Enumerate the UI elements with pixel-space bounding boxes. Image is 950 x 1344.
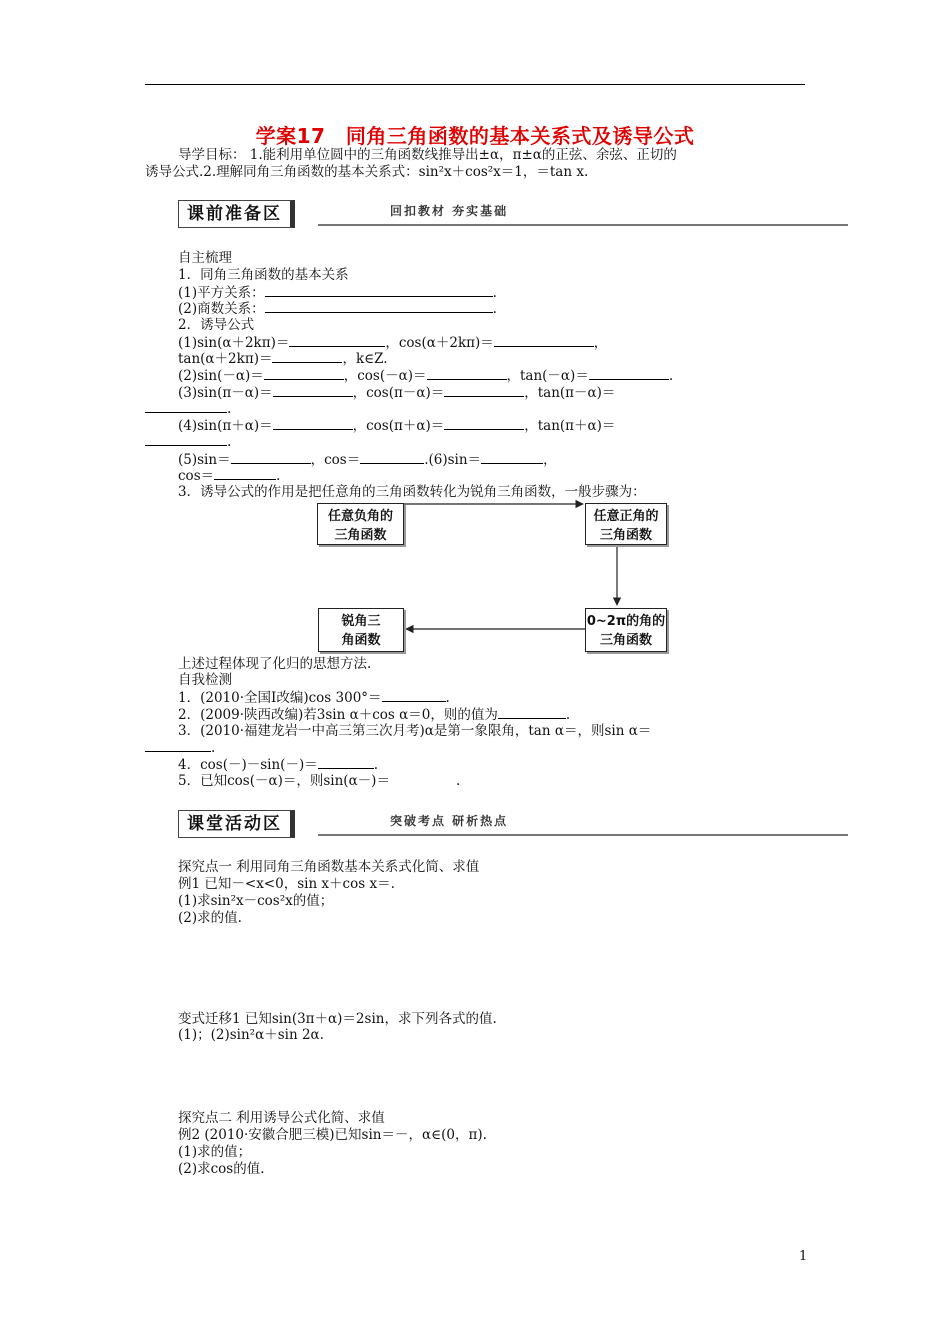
section-sub: 突破考点 研析热点 — [390, 814, 509, 828]
zizhu-line: cos＝ . — [178, 468, 281, 484]
page-number: 1 — [799, 1249, 808, 1264]
check-question: 2．(2009·陕西改编)若3sin α＋cos α＝0，则的值为 . — [178, 707, 571, 723]
zizhu-line: (2)sin(－α)＝ ，cos(－α)＝ ，tan(－α)＝ . — [178, 368, 674, 384]
page-title: 学案17 同角三角函数的基本关系式及诱导公式 — [255, 124, 695, 148]
section-sub: 回扣教材 夯实基础 — [390, 204, 509, 218]
zizhu-line: . — [145, 433, 231, 450]
check-question: 4．cos(－)－sin(－)＝ . — [178, 757, 379, 773]
check-question: 5．已知cos(－α)＝，则sin(α－)＝ . — [178, 773, 461, 789]
example-line: (1)求的值； — [178, 1144, 252, 1160]
section-label: 课前准备区 — [178, 200, 295, 228]
example-line: 例2 (2010·安徽合肥三模)已知sin＝－，α∈(0，π). — [178, 1127, 487, 1143]
zizhu-line: (2)商数关系： . — [178, 301, 497, 317]
zizhu-line: (4)sin(π＋α)＝ ，cos(π＋α)＝ ，tan(π＋α)＝ — [178, 418, 616, 434]
flow-box-0-2pi: 0~2π的角的 三角函数 — [585, 608, 667, 652]
zizhu-line: . — [145, 400, 231, 417]
example-line: (2)求的值. — [178, 910, 242, 926]
flow-box-acute: 锐角三 角函数 — [318, 608, 404, 652]
banner-rule — [318, 834, 848, 836]
zizhu-line: 3．诱导公式的作用是把任意角的三角函数转化为锐角三角函数，一般步骤为： — [178, 484, 646, 500]
zwjc-heading: 自我检测 — [178, 672, 232, 688]
variant-line: (1)；(2)sin²α＋sin 2α. — [178, 1027, 324, 1043]
example-line: (2)求cos的值. — [178, 1161, 265, 1177]
flow-box-positive: 任意正角的 三角函数 — [585, 503, 667, 545]
variant-line: 变式迁移1 已知sin(3π＋α)＝2sin，求下列各式的值. — [178, 1011, 497, 1027]
zizhu-line: (5)sin＝ ，cos＝ .(6)sin＝ ， — [178, 452, 557, 468]
zizhu-line: (1)平方关系： . — [178, 285, 497, 301]
topic-heading: 探究点一 利用同角三角函数基本关系式化简、求值 — [178, 859, 480, 875]
section-banner-class — [178, 810, 848, 840]
zizhu-line: (3)sin(π－α)＝ ，cos(π－α)＝ ，tan(π－α)＝ — [178, 385, 616, 401]
section-label: 课堂活动区 — [178, 810, 295, 838]
example-line: 例1 已知－<x<0，sin x＋cos x＝. — [178, 876, 395, 892]
objective-line-1: 导学目标： 1.能利用单位圆中的三角函数线推导出±α，π±α的正弦、余弦、正切的 — [178, 147, 677, 163]
zizhu-line: 2．诱导公式 — [178, 317, 255, 333]
zizhu-line: tan(α＋2kπ)＝ ，k∈Z. — [178, 351, 388, 367]
flow-box-negative: 任意负角的 三角函数 — [317, 503, 404, 545]
zizhu-line: (1)sin(α＋2kπ)＝ ，cos(α＋2kπ)＝ ， — [178, 335, 608, 351]
check-question: 1．(2010·全国Ⅰ改编)cos 300°＝ . — [178, 690, 450, 706]
zizhu-heading: 自主梳理 — [178, 250, 232, 266]
example-line: (1)求sin²x－cos²x的值； — [178, 893, 334, 909]
after-flow-text: 上述过程体现了化归的思想方法. — [178, 656, 372, 672]
check-question: 3．(2010·福建龙岩一中高三第三次月考)α是第一象限角，tan α＝，则sin α＝ — [178, 723, 652, 739]
zizhu-line: 1．同角三角函数的基本关系 — [178, 267, 349, 283]
check-question-cont: . — [145, 739, 215, 756]
objective-line-2: 诱导公式.2.理解同角三角函数的基本关系式：sin²x＋cos²x＝1，＝tan x. — [145, 164, 589, 180]
topic-heading: 探究点二 利用诱导公式化简、求值 — [178, 1110, 385, 1126]
